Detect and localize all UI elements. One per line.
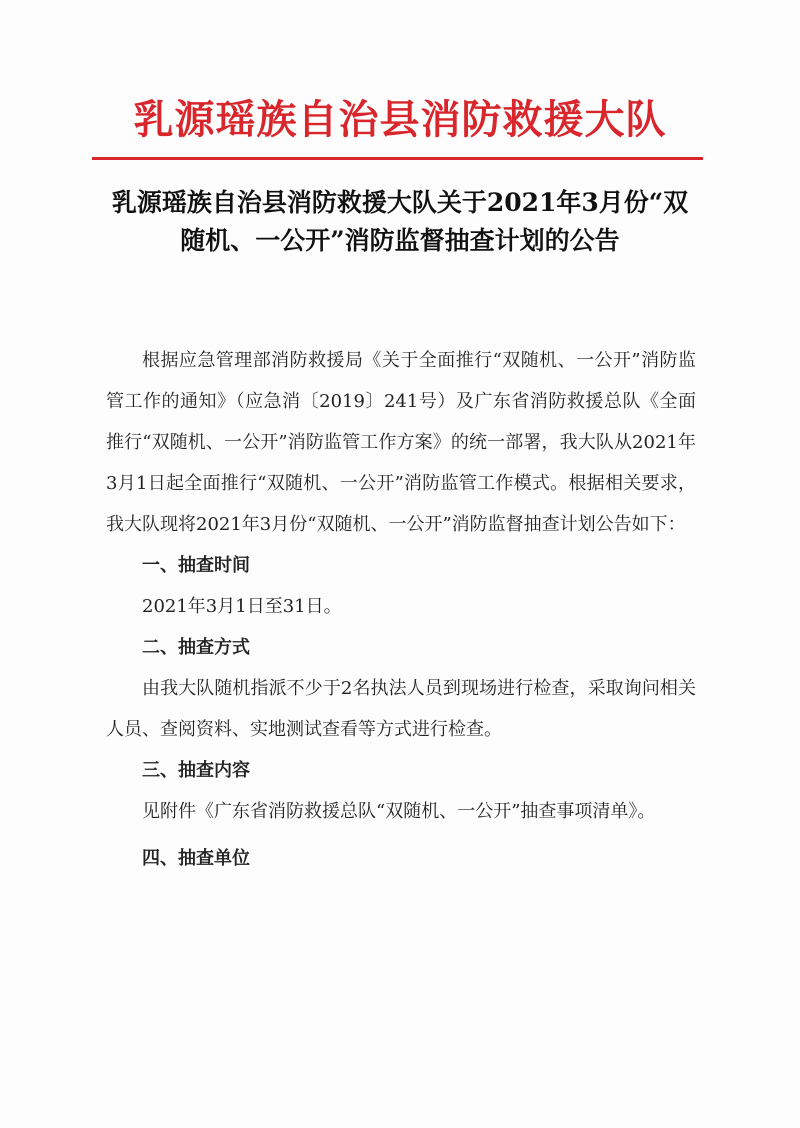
section-heading-method: 二、抽查方式 (142, 637, 250, 658)
masthead-title: 乳源瑶族自治县消防救援大队 (133, 96, 667, 143)
section-heading-units: 四、抽查单位 (142, 848, 250, 869)
section-heading-content: 三、抽查内容 (142, 760, 250, 781)
red-header-rule (92, 157, 703, 160)
document-body (106, 340, 696, 879)
section-text-method: 由我大队随机指派不少于2名执法人员到现场进行检查，采取询问相关人员、查阅资料、实地测试查看等方式进行检查。 (106, 678, 696, 740)
intro-paragraph: 根据应急管理部消防救援局《关于全面推行“双随机、一公开”消防监管工作的通知》（应急消〔2019〕241号）及广东省消防救援总队《全面推行“双随机、一公开”消防监管工作方案》的统一部署，我大队从2021年3月1日起全面推行“双随机、一公开”消防监管工作模式。根据相关要求，我大队现将2021年3月份“双随机、一公开”消防监督抽查计划公告如下： (106, 350, 696, 535)
section-heading-time: 一、抽查时间 (142, 555, 250, 576)
document-title: 乳源瑶族自治县消防救援大队关于2021年3月份“双随机、一公开”消防监督抽查计划的公告 (111, 188, 689, 255)
section-text-time: 2021年3月1日至31日。 (142, 596, 342, 617)
section-text-content: 见附件《广东省消防救援总队“双随机、一公开”抽查事项清单》。 (142, 801, 656, 822)
